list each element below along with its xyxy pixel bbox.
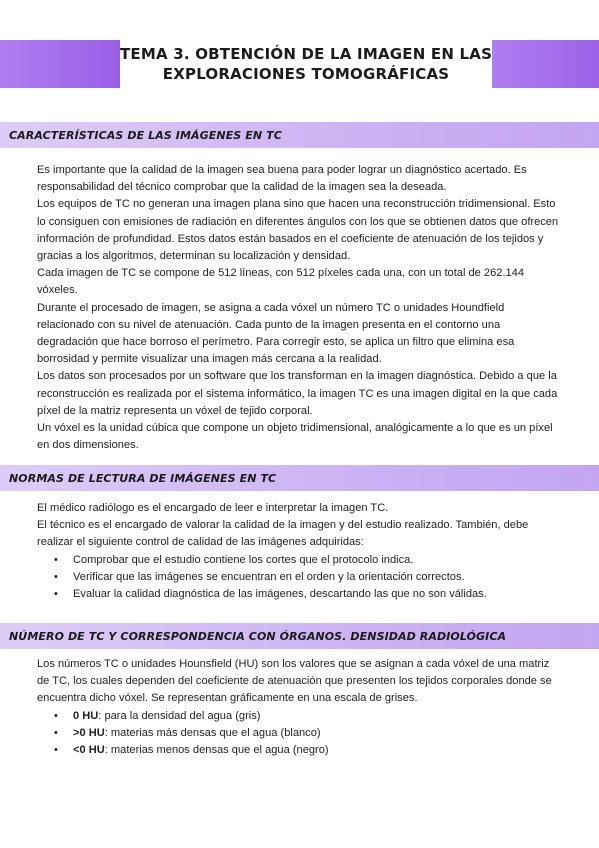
paragraph: Los equipos de TC no generan una imagen plana sino que hacen una reconstrucción tridimensional. Esto lo consiguen con emisiones de radiación en diferentes ángulos con los que se obtienen datos que ofrecen información de profundidad. Estos datos están basados en el coeficiente de atenuación de los tejidos y gracias a los algoritmos, determinan su localización y densidad. (37, 198, 559, 263)
bullet-icon: • (54, 588, 58, 601)
document-title (120, 40, 492, 88)
paragraph: Los números TC o unidades Hounsfield (HU) son los valores que se asignan a cada vóxel de una matriz de TC, los cuales dependen del coeficiente de atenuación que presenten los tejidos corporales donde se encuentra dicho vóxel. Se representan gráficamente en una escala de grises. (37, 658, 552, 705)
bullet-icon: • (54, 553, 58, 566)
title-band (0, 40, 599, 88)
list-item (37, 742, 559, 759)
section-body-numero-tc (37, 656, 559, 759)
title-band-right-bar (492, 40, 599, 88)
document-title-line-2: EXPLORACIONES TOMOGRÁFICAS (162, 65, 450, 83)
paragraph: Los datos son procesados por un software que los transforman en la imagen diagnóstica. Debido a que la reconstrucción es realizada por el sistema informático, la imagen TC es una imagen digital en la que cada píxel de la matriz representa un vóxel de tejido corporal. (37, 370, 558, 417)
hu-description: : materias más densas que el agua (blanco) (104, 726, 321, 739)
paragraph: Cada imagen de TC se compone de 512 líneas, con 512 píxeles cada una, con un total de 262.144 vóxeles. (37, 267, 525, 297)
bullet-icon: • (54, 744, 58, 757)
section-heading-normas (0, 465, 599, 491)
section-heading-text: NÚMERO DE TC Y CORRESPONDENCIA CON ÓRGANOS. DENSIDAD RADIOLÓGICA (9, 629, 507, 643)
quality-control-list (37, 552, 559, 604)
hu-term: 0 HU (73, 709, 99, 722)
bullet-icon: • (54, 709, 58, 722)
paragraph: Es importante que la calidad de la imagen sea buena para poder lograr un diagnóstico acertado. Es responsabilidad del técnico comprobar que la calidad de la imagen sea la deseada. (37, 164, 527, 194)
list-item: • Evaluar la calidad diagnóstica de las imágenes, descartando las que no son válidas. (37, 586, 559, 603)
hu-description: : materias menos densas que el agua (negro) (104, 744, 329, 757)
bullet-icon: • (54, 726, 58, 739)
paragraph: El médico radiólogo es el encargado de leer e interpretar la imagen TC. (37, 502, 389, 514)
section-heading-text: NORMAS DE LECTURA DE IMÁGENES EN TC (9, 471, 277, 485)
paragraph: El técnico es el encargado de valorar la calidad de la imagen y del estudio realizado. También, debe realizar el siguiente control de calidad de las imágenes adquiridas: (37, 519, 529, 549)
section-heading-caracteristicas (0, 122, 599, 148)
paragraph: Un vóxel es la unidad cúbica que compone un objeto tridimensional, analógicamente a lo que es un píxel en dos dimensiones. (37, 422, 553, 452)
bullet-icon: • (54, 570, 58, 583)
section-body-caracteristicas (37, 162, 559, 454)
list-item (37, 725, 559, 742)
list-item: • Verificar que las imágenes se encuentran en el orden y la orientación correctos. (37, 569, 559, 586)
section-heading-text: CARACTERÍSTICAS DE LAS IMÁGENES EN TC (9, 128, 282, 142)
section-heading-numero-tc (0, 623, 599, 649)
hounsfield-list (37, 708, 559, 760)
hu-term: <0 HU (73, 744, 105, 757)
title-band-left-bar (0, 40, 120, 88)
list-item: • Comprobar que el estudio contiene los cortes que el protocolo indica. (37, 552, 559, 569)
hu-term: >0 HU (73, 726, 105, 739)
document-title-line-1: TEMA 3. OBTENCIÓN DE LA IMAGEN EN LAS (120, 45, 493, 63)
hu-description: : para la densidad del agua (gris) (98, 709, 261, 722)
list-item (37, 708, 559, 725)
paragraph: Durante el procesado de imagen, se asigna a cada vóxel un número TC o unidades Houndfield relacionado con su nivel de atenuación. Cada punto de la imagen presenta en el contorno una degradación que hace borroso el perímetro. Para corregir esto, se aplica un filtro que elimina esa borrosidad y permite visualizar una imagen más cercana a la realidad. (37, 301, 515, 366)
section-body-normas (37, 500, 559, 603)
